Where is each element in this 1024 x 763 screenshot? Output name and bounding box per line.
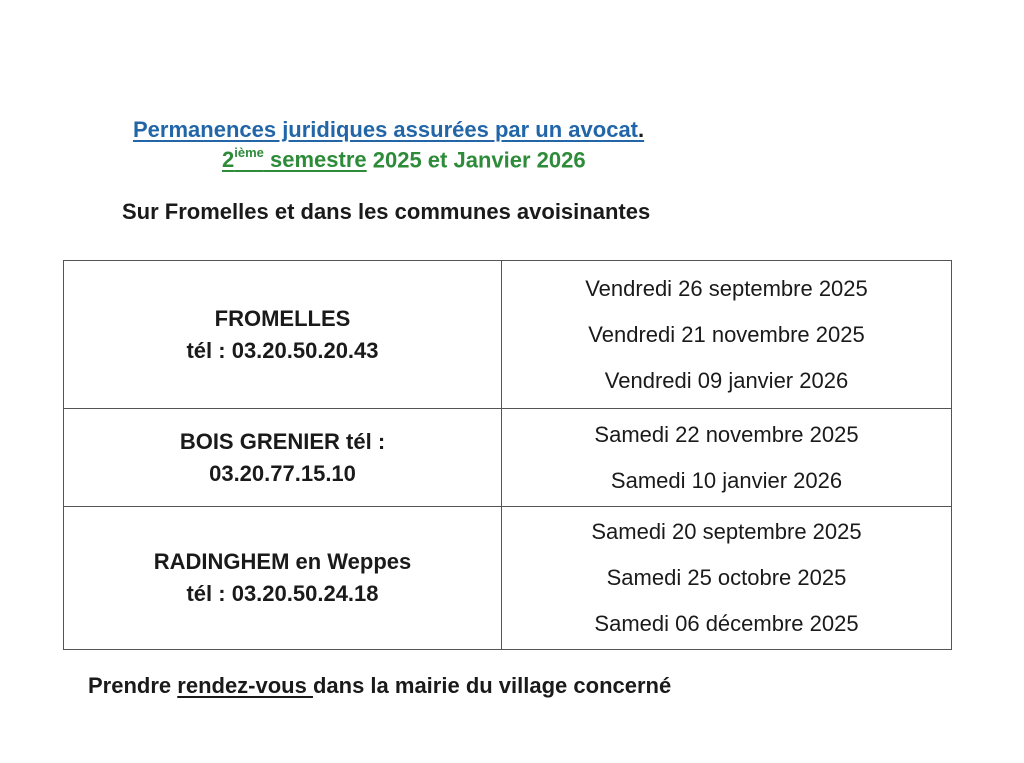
dates-cell (502, 507, 952, 650)
dates-cell (502, 261, 952, 409)
date-item: Samedi 22 novembre 2025 (594, 421, 859, 447)
table-row (64, 409, 952, 507)
document-period (222, 147, 586, 173)
town-cell (64, 409, 502, 507)
town-cell (64, 507, 502, 650)
period-superscript: ième (234, 145, 264, 160)
town-name: BOIS GRENIER tél : (179, 428, 386, 454)
schedule-table (63, 260, 952, 650)
town-phone: 03.20.77.15.10 (209, 460, 356, 486)
subtitle: Sur Fromelles et dans les communes avoisinantes (122, 199, 651, 224)
date-item: Vendredi 26 septembre 2025 (585, 275, 868, 301)
title-line1: Permanences juridiques assurées par un avocat (133, 117, 639, 142)
period-number: 2 (222, 147, 235, 173)
town-name: FROMELLES (214, 305, 351, 331)
town-cell (64, 261, 502, 409)
table-row (64, 261, 952, 409)
footer-after: dans la mairie du village concerné (312, 673, 672, 698)
date-item: Vendredi 09 janvier 2026 (604, 367, 849, 393)
period-semester: semestre (263, 147, 367, 173)
footer-underlined: rendez-vous (177, 673, 313, 698)
town-name: RADINGHEM en Weppes (153, 549, 412, 574)
date-item: Samedi 10 janvier 2026 (610, 467, 843, 493)
title-period: . (638, 117, 645, 142)
period-rest: 2025 et Janvier 2026 (366, 147, 586, 173)
footer-before: Prendre (88, 673, 178, 698)
date-item: Samedi 06 décembre 2025 (594, 611, 859, 636)
document-title (133, 117, 644, 143)
date-item: Samedi 25 octobre 2025 (606, 565, 847, 590)
town-phone: tél : 03.20.50.24.18 (186, 581, 379, 606)
dates-cell (502, 409, 952, 507)
date-item: Vendredi 21 novembre 2025 (588, 321, 865, 347)
date-item: Samedi 20 septembre 2025 (591, 519, 862, 544)
footer-note (88, 673, 671, 699)
table-row (64, 507, 952, 650)
town-phone: tél : 03.20.50.20.43 (186, 337, 379, 363)
